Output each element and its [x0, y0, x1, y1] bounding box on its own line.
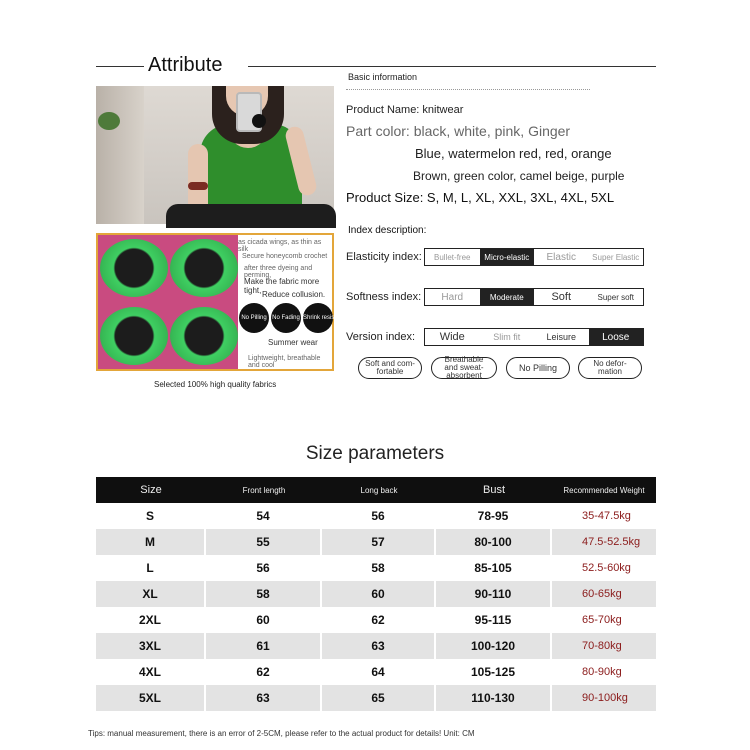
version-scale: [424, 328, 644, 346]
no-pilling-badge: No Pilling: [239, 303, 269, 333]
table-row: [96, 555, 656, 581]
table-row: [96, 529, 656, 555]
color-list-line-2: Blue, watermelon red, red, orange: [415, 146, 612, 161]
table-cell: 58: [322, 555, 436, 581]
table-cell: 52.5-60kg: [582, 562, 631, 574]
table-cell: 2XL: [96, 607, 206, 633]
table-cell: 60: [322, 581, 436, 607]
table-cell: 65-70kg: [582, 614, 622, 626]
basic-information-label: Basic information: [348, 72, 418, 82]
table-cell: 70-80kg: [582, 640, 622, 652]
table-cell: 63: [322, 633, 436, 659]
table-cell: 54: [206, 503, 322, 529]
table-cell: 60-65kg: [582, 588, 622, 600]
table-cell: 56: [206, 555, 322, 581]
table-cell: 5XL: [96, 685, 206, 711]
table-cell: M: [96, 529, 206, 555]
version-option: Slim fit: [493, 332, 521, 342]
table-cell: 78-95: [436, 503, 552, 529]
fabric-caption-4: Make the fabric more tight,: [244, 277, 320, 295]
fabric-caption-6: Summer wear: [268, 338, 318, 347]
table-cell: 110-130: [436, 685, 552, 711]
elasticity-option-active: Micro-elastic: [480, 249, 535, 265]
softness-option: Super soft: [597, 292, 634, 302]
softness-option-active: Moderate: [480, 289, 535, 305]
table-cell: 55: [206, 529, 322, 555]
table-cell: 85-105: [436, 555, 552, 581]
table-cell: 90-100kg: [582, 692, 628, 704]
table-row: [96, 581, 656, 607]
table-row: [96, 503, 656, 529]
feature-pill-no-pilling: No Pilling: [506, 357, 570, 379]
elasticity-scale: [424, 248, 644, 266]
table-cell: 65: [322, 685, 436, 711]
elasticity-option: Super Elastic: [592, 252, 640, 262]
version-option: Wide: [439, 331, 465, 343]
product-name: Product Name: knitwear: [346, 104, 464, 116]
header-long-back: Long back: [360, 485, 398, 495]
table-cell: 95-115: [436, 607, 552, 633]
version-option: Leisure: [546, 332, 577, 342]
table-cell: 62: [206, 659, 322, 685]
color-list-line-3: Brown, green color, camel beige, purple: [413, 169, 625, 183]
table-cell: 4XL: [96, 659, 206, 685]
version-index-label: Version index:: [346, 331, 416, 343]
table-row: [96, 685, 656, 711]
size-table-header: [96, 477, 656, 503]
table-cell: 56: [322, 503, 436, 529]
table-row: [96, 633, 656, 659]
fabric-caption-1: as cicada wings, as thin as silk: [238, 239, 322, 253]
table-cell: 80-90kg: [582, 666, 622, 678]
softness-option: Hard: [441, 291, 464, 303]
measurement-tips: Tips: manual measurement, there is an error of 2-5CM, please refer to the actual product for details! Unit: CM: [88, 729, 475, 738]
size-parameters-title: Size parameters: [305, 443, 445, 464]
header-bust: Bust: [482, 484, 505, 496]
header-recommended-weight: Recommended Weight: [563, 485, 645, 495]
table-cell: 57: [322, 529, 436, 555]
table-cell: 64: [322, 659, 436, 685]
part-color: Part color: black, white, pink, Ginger: [346, 123, 571, 139]
fabric-caption-2: Secure honeycomb crochet: [242, 253, 328, 260]
table-cell: 3XL: [96, 633, 206, 659]
header-front-length: Front length: [242, 485, 286, 495]
table-cell: 63: [206, 685, 322, 711]
softness-option: Soft: [551, 291, 572, 303]
table-cell: L: [96, 555, 206, 581]
no-fading-badge: No Fading: [271, 303, 301, 333]
table-cell: 62: [322, 607, 436, 633]
fabric-caption-7: Lightweight, breathable and cool: [248, 355, 321, 369]
dotted-divider: [346, 86, 590, 90]
table-cell: 58: [206, 581, 322, 607]
elasticity-option: Elastic: [546, 251, 576, 263]
softness-scale: [424, 288, 644, 306]
fabric-caption-5: Reduce collusion.: [262, 290, 326, 299]
feature-pill-breathable: Breathable and sweat-absorbent: [431, 357, 497, 379]
header-size: Size: [140, 484, 162, 496]
fabric-caption-3: after three dyeing and perming,: [244, 265, 313, 279]
table-cell: 90-110: [436, 581, 552, 607]
table-cell: 60: [206, 607, 322, 633]
table-cell: 100-120: [436, 633, 552, 659]
model-photo: [96, 86, 334, 224]
softness-index-label: Softness index:: [346, 291, 422, 303]
index-description-title: Index description:: [348, 225, 427, 236]
selected-fabrics-caption: Selected 100% high quality fabrics: [154, 380, 277, 389]
table-cell: 80-100: [436, 529, 552, 555]
feature-pill-no-deformation: No defor-mation: [578, 357, 642, 379]
elasticity-index-label: Elasticity index:: [346, 251, 422, 263]
table-cell: S: [96, 503, 206, 529]
size-table: [96, 477, 656, 711]
table-cell: 35-47.5kg: [582, 510, 631, 522]
fabric-collage: [96, 233, 345, 371]
table-cell: 47.5-52.5kg: [582, 536, 641, 548]
table-cell: 105-125: [436, 659, 552, 685]
table-cell: 61: [206, 633, 322, 659]
table-row: [96, 607, 656, 633]
attribute-rule-left: [96, 66, 144, 67]
product-size: Product Size: S, M, L, XL, XXL, 3XL, 4XL, 5XL: [346, 190, 615, 205]
table-row: [96, 659, 656, 685]
elasticity-option: Bullet-free: [434, 252, 471, 262]
feature-pill-soft: Soft and com-fortable: [358, 357, 422, 379]
version-option-active: Loose: [589, 329, 644, 345]
attribute-title: Attribute: [148, 54, 223, 76]
shrink-resistant-badge: Shrink resistant: [303, 303, 333, 333]
attribute-rule-right: [248, 66, 656, 67]
table-cell: XL: [96, 581, 206, 607]
